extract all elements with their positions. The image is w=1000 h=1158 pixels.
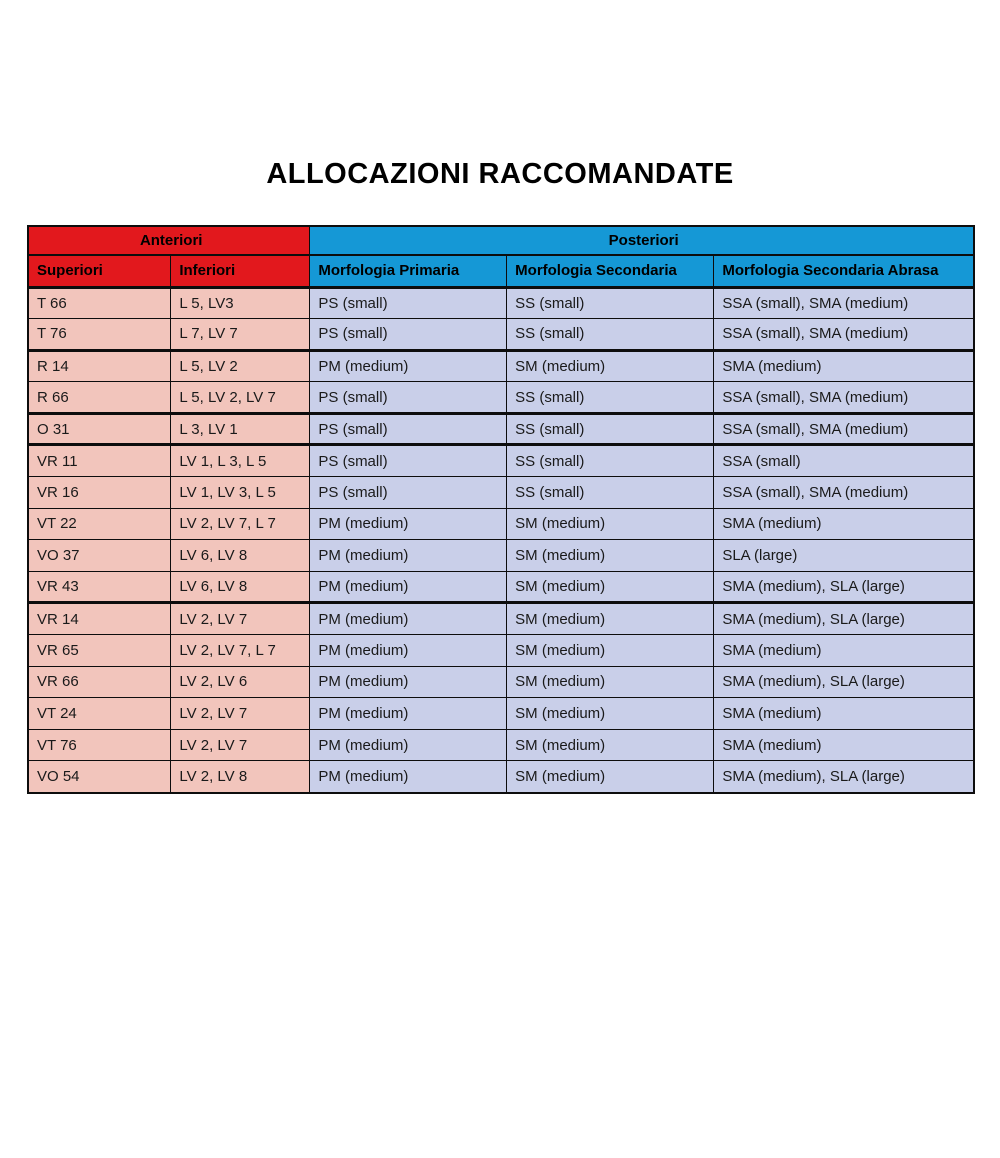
cell-morfologia-secondaria-abrasa: SMA (medium), SLA (large) (714, 761, 974, 793)
cell-superiori: R 66 (28, 382, 171, 414)
cell-superiori: VT 22 (28, 508, 171, 540)
cell-morfologia-primaria: PM (medium) (310, 729, 507, 761)
cell-superiori: O 31 (28, 413, 171, 445)
column-header-morfologia-primaria: Morfologia Primaria (310, 255, 507, 287)
cell-morfologia-primaria: PS (small) (310, 477, 507, 509)
cell-inferiori: LV 2, LV 7 (171, 603, 310, 635)
table-row (28, 540, 974, 572)
cell-morfologia-primaria: PM (medium) (310, 761, 507, 793)
table-row (28, 413, 974, 445)
column-header-superiori: Superiori (28, 255, 171, 287)
cell-morfologia-primaria: PM (medium) (310, 698, 507, 730)
cell-superiori: VO 37 (28, 540, 171, 572)
cell-inferiori: L 5, LV 2, LV 7 (171, 382, 310, 414)
cell-morfologia-secondaria: SS (small) (507, 287, 714, 319)
cell-inferiori: L 5, LV 2 (171, 350, 310, 382)
table-row (28, 445, 974, 477)
cell-morfologia-primaria: PM (medium) (310, 540, 507, 572)
cell-superiori: T 76 (28, 319, 171, 351)
cell-superiori: VR 65 (28, 635, 171, 667)
cell-superiori: VT 76 (28, 729, 171, 761)
cell-morfologia-secondaria-abrasa: SSA (small), SMA (medium) (714, 477, 974, 509)
table-row (28, 729, 974, 761)
cell-inferiori: LV 2, LV 8 (171, 761, 310, 793)
table-row (28, 477, 974, 509)
table-row (28, 350, 974, 382)
cell-inferiori: LV 2, LV 6 (171, 666, 310, 698)
cell-morfologia-primaria: PM (medium) (310, 350, 507, 382)
table-row (28, 382, 974, 414)
cell-morfologia-secondaria-abrasa: SSA (small), SMA (medium) (714, 319, 974, 351)
cell-morfologia-secondaria-abrasa: SMA (medium) (714, 350, 974, 382)
group-header-posteriori: Posteriori (310, 226, 974, 255)
column-header-morfologia-secondaria: Morfologia Secondaria (507, 255, 714, 287)
cell-morfologia-secondaria: SM (medium) (507, 761, 714, 793)
cell-inferiori: L 5, LV3 (171, 287, 310, 319)
table-row (28, 761, 974, 793)
cell-morfologia-secondaria-abrasa: SSA (small), SMA (medium) (714, 287, 974, 319)
cell-inferiori: L 3, LV 1 (171, 413, 310, 445)
cell-superiori: VR 16 (28, 477, 171, 509)
table-header (28, 226, 974, 287)
cell-morfologia-primaria: PS (small) (310, 287, 507, 319)
cell-morfologia-secondaria: SM (medium) (507, 635, 714, 667)
cell-morfologia-secondaria: SM (medium) (507, 350, 714, 382)
cell-morfologia-primaria: PS (small) (310, 445, 507, 477)
cell-morfologia-secondaria: SS (small) (507, 382, 714, 414)
cell-superiori: VR 43 (28, 571, 171, 603)
cell-morfologia-secondaria-abrasa: SMA (medium) (714, 508, 974, 540)
group-header-row (28, 226, 974, 255)
cell-inferiori: LV 6, LV 8 (171, 540, 310, 572)
cell-morfologia-primaria: PM (medium) (310, 666, 507, 698)
column-header-row (28, 255, 974, 287)
column-header-inferiori: Inferiori (171, 255, 310, 287)
cell-morfologia-secondaria: SS (small) (507, 319, 714, 351)
cell-inferiori: LV 1, LV 3, L 5 (171, 477, 310, 509)
table-row (28, 635, 974, 667)
cell-morfologia-secondaria: SS (small) (507, 477, 714, 509)
cell-morfologia-secondaria: SM (medium) (507, 571, 714, 603)
page-title: ALLOCAZIONI RACCOMANDATE (266, 158, 734, 190)
cell-superiori: VO 54 (28, 761, 171, 793)
table-row (28, 603, 974, 635)
cell-morfologia-secondaria: SS (small) (507, 445, 714, 477)
cell-superiori: VT 24 (28, 698, 171, 730)
cell-morfologia-secondaria-abrasa: SMA (medium) (714, 698, 974, 730)
cell-inferiori: LV 2, LV 7 (171, 729, 310, 761)
column-header-morfologia-secondaria-abrasa: Morfologia Secondaria Abrasa (714, 255, 974, 287)
table-row (28, 698, 974, 730)
cell-morfologia-secondaria-abrasa: SMA (medium), SLA (large) (714, 603, 974, 635)
table-row (28, 508, 974, 540)
group-header-anteriori: Anteriori (28, 226, 310, 255)
cell-inferiori: LV 2, LV 7, L 7 (171, 635, 310, 667)
table-row (28, 666, 974, 698)
cell-morfologia-primaria: PM (medium) (310, 635, 507, 667)
cell-morfologia-primaria: PS (small) (310, 382, 507, 414)
cell-morfologia-secondaria: SM (medium) (507, 508, 714, 540)
cell-morfologia-secondaria-abrasa: SSA (small), SMA (medium) (714, 382, 974, 414)
cell-morfologia-secondaria-abrasa: SSA (small) (714, 445, 974, 477)
cell-morfologia-secondaria: SM (medium) (507, 603, 714, 635)
cell-inferiori: LV 2, LV 7, L 7 (171, 508, 310, 540)
table-row (28, 571, 974, 603)
allocations-table-container (27, 225, 975, 794)
cell-morfologia-secondaria-abrasa: SLA (large) (714, 540, 974, 572)
cell-morfologia-secondaria-abrasa: SMA (medium), SLA (large) (714, 666, 974, 698)
cell-morfologia-secondaria-abrasa: SMA (medium) (714, 729, 974, 761)
allocations-table (27, 225, 975, 794)
cell-morfologia-primaria: PM (medium) (310, 571, 507, 603)
cell-morfologia-primaria: PM (medium) (310, 603, 507, 635)
table-row (28, 287, 974, 319)
cell-morfologia-secondaria: SM (medium) (507, 729, 714, 761)
cell-inferiori: L 7, LV 7 (171, 319, 310, 351)
cell-superiori: R 14 (28, 350, 171, 382)
cell-morfologia-primaria: PS (small) (310, 413, 507, 445)
cell-morfologia-secondaria: SS (small) (507, 413, 714, 445)
cell-superiori: VR 11 (28, 445, 171, 477)
table-body (28, 287, 974, 793)
cell-morfologia-secondaria: SM (medium) (507, 666, 714, 698)
cell-morfologia-secondaria-abrasa: SMA (medium) (714, 635, 974, 667)
cell-morfologia-secondaria: SM (medium) (507, 540, 714, 572)
cell-morfologia-secondaria: SM (medium) (507, 698, 714, 730)
table-row (28, 319, 974, 351)
page (0, 158, 1000, 785)
cell-inferiori: LV 1, L 3, L 5 (171, 445, 310, 477)
cell-morfologia-secondaria-abrasa: SSA (small), SMA (medium) (714, 413, 974, 445)
cell-superiori: T 66 (28, 287, 171, 319)
cell-superiori: VR 66 (28, 666, 171, 698)
cell-superiori: VR 14 (28, 603, 171, 635)
cell-morfologia-primaria: PM (medium) (310, 508, 507, 540)
cell-morfologia-secondaria-abrasa: SMA (medium), SLA (large) (714, 571, 974, 603)
cell-inferiori: LV 6, LV 8 (171, 571, 310, 603)
cell-morfologia-primaria: PS (small) (310, 319, 507, 351)
cell-inferiori: LV 2, LV 7 (171, 698, 310, 730)
